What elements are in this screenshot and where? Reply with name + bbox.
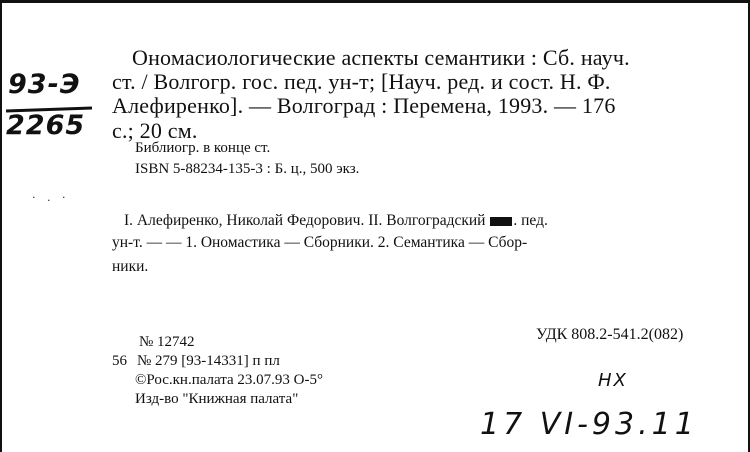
margin-specks: · . ·	[32, 191, 70, 204]
call-number-top: 93-Э	[8, 69, 81, 100]
title-line-4: с.; 20 см.	[112, 118, 198, 143]
tracing-line-1-text: I. Алефиренко, Николай Федорович. II. Волгоградский	[124, 212, 486, 229]
handwritten-initials: НХ	[598, 370, 628, 391]
tracing-line-3: ники.	[112, 258, 149, 275]
tracing-line-1	[124, 211, 548, 231]
handwritten-date: 17 VI-93.11	[480, 407, 698, 442]
ink-blot	[490, 217, 512, 226]
udc-code: УДК 808.2-541.2(082)	[536, 326, 684, 343]
isbn-line: ISBN 5-88234-135-3 : Б. ц., 500 экз.	[135, 161, 360, 177]
title-line-1: Ономасиологические аспекты семантики : Сб. науч.	[132, 45, 630, 70]
order-prefix: 56	[112, 353, 127, 369]
tracing-line-1-end: . пед.	[513, 212, 548, 229]
book-chamber-line: ©Рос.кн.палата 23.07.93 О-5°	[135, 372, 324, 388]
tracing-line-2: ун-т. — — 1. Ономастика — Сборники. 2. Семантика — Сбор-	[112, 234, 528, 251]
bibliography-note: Библиогр. в конце ст.	[135, 140, 271, 156]
title-line-2: ст. / Волгогр. гос. пед. ун-т; [Науч. ред. и сост. Н. Ф.	[112, 69, 611, 94]
call-number-bottom: 2265	[6, 110, 86, 141]
title-line-3: Алефиренко]. — Волгоград : Перемена, 1993. — 176	[112, 93, 616, 118]
order-line: № 279 [93-14331] п пл	[137, 353, 280, 369]
accession-number: № 12742	[139, 334, 195, 350]
publisher-line: Изд-во "Книжная палата"	[135, 391, 299, 407]
